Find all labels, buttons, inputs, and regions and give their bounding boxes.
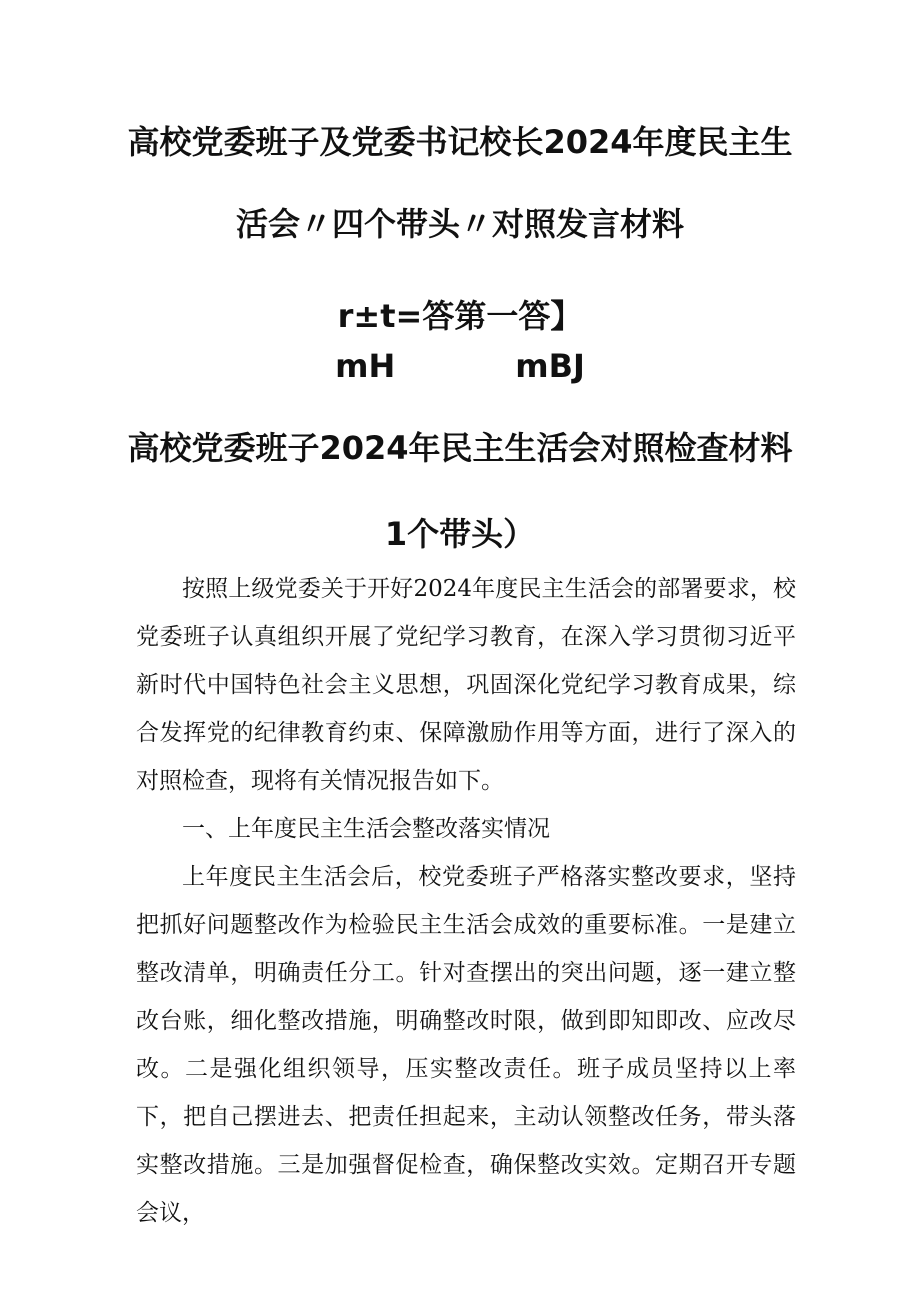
document-title-line-1: 高校党委班子及党委书记校长2024年度民主生 [127,123,793,161]
section-heading-1: 一、上年度民主生活会整改落实情况 [182,816,550,842]
document-title-line-4 [0,346,920,386]
document-title-line-3: r±t=答第一答】 [337,297,583,335]
body-paragraph-intro: 按照上级党委关于开好2024年度民主生活会的部署要求，校党委班子认真组织开展了党纪学习教育，在深入学习贯彻习近平新时代中国特色社会主义思想，巩固深化党纪学习教育成果，综合发挥党的纪律教育约束、保障激励作用等方面，进行了深入的对照检查，现将有关情况报告如下。 [136,576,796,794]
document-title-line-2: 活会〃四个带头〃对照发言材料 [235,205,684,243]
body-paragraph-rectification: 上年度民主生活会后，校党委班子严格落实整改要求，坚持把抓好问题整改作为检验民主生活会成效的重要标准。一是建立整改清单，明确责任分工。针对查摆出的突出问题，逐一建立整改台账，细化整改措施，明确整改时限，做到即知即改、应改尽改。二是强化组织领导，压实整改责任。班子成员坚持以上率下，把自己摆进去、把责任担起来，主动认领整改任务，带头落实整改措施。三是加强督促检查，确保整改实效。定期召开专题会议， [136,864,796,1226]
document-subtitle-line-2: 1个带头） [384,515,536,553]
document-subtitle-line-1: 高校党委班子2024年民主生活会对照检查材料 [127,429,793,467]
title-fragment-left: mH [335,347,396,385]
title-fragment-right: mBJ [515,347,585,385]
